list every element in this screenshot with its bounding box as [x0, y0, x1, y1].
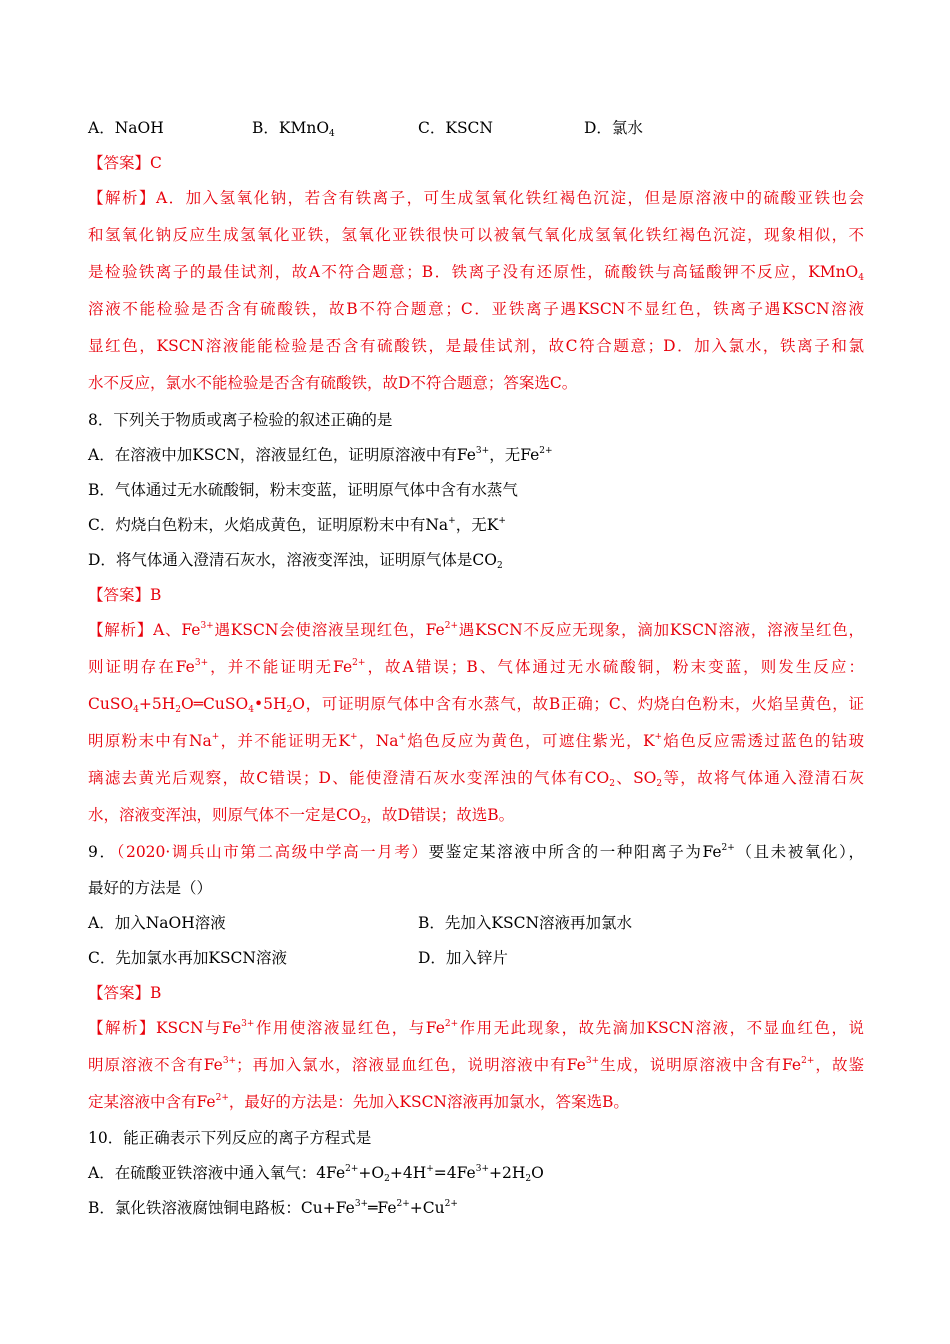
q9-option-b-text: B．先加入KSCN溶液再加氯水 [418, 914, 633, 932]
q9-analysis-line-3 [88, 1092, 629, 1112]
q8-analysis-text: O，可证明原气体中含有水蒸气，故B正确；C、灼烧白色粉末，火焰呈黄色，证 [292, 695, 864, 713]
q9-analysis-text: 作用无此现象，故先滴加KSCN溶液，不显血红色，说 [458, 1019, 864, 1037]
q7-analysis-line-1 [88, 188, 864, 208]
q8-analysis-text: 则证明存在Fe [88, 658, 195, 676]
q10-option-a-text: +4H [389, 1164, 427, 1182]
q9-analysis-sup: 3+ [222, 1056, 237, 1066]
answer-tag: 【答案】 [88, 984, 151, 1002]
q8-analysis-sup: 3+ [194, 658, 209, 668]
q8-analysis-text: 遇KSCN会使溶液呈现红色，Fe [213, 621, 445, 639]
q10-option-a-sup: + [426, 1164, 434, 1174]
q10-option-a [88, 1163, 544, 1183]
q8-stem [88, 410, 392, 430]
q8-analysis-sub: 2 [656, 779, 663, 789]
q9-analysis-sup: 2+ [444, 1019, 459, 1029]
q8-analysis-sup: + [350, 732, 358, 742]
q8-analysis-sub: 2 [286, 705, 293, 715]
q8-option-a-sup-2: 2+ [539, 446, 553, 456]
q7-option-a [88, 118, 164, 138]
q8-analysis-text: +5H [138, 695, 176, 713]
q8-analysis-line-6 [88, 805, 514, 825]
q8-analysis-text: •5H [253, 695, 287, 713]
q8-analysis-sup: + [211, 732, 220, 742]
answer-tag: 【答案】 [88, 586, 151, 604]
q8-option-c-text: C．灼烧白色粉末，火焰成黄色，证明原粉末中有Na [88, 516, 449, 534]
q10-option-a-text: =4Fe [433, 1164, 476, 1182]
q8-analysis-sup: + [654, 732, 663, 742]
q7-option-c [418, 118, 493, 138]
q10-option-a-sub: 2 [384, 1174, 390, 1184]
q7-analysis-line-5 [88, 336, 864, 356]
q9-option-a-text: A．加入NaOH溶液 [88, 914, 226, 932]
q10-option-b-text: ═Fe [368, 1199, 397, 1217]
q7-option-b [252, 118, 335, 138]
q8-option-a-text: A．在溶液中加KSCN，溶液显红色，证明原溶液中有Fe [88, 446, 476, 464]
q8-analysis-sup: 2+ [444, 621, 458, 631]
q9-option-c-text: C．先加氯水再加KSCN溶液 [88, 949, 287, 967]
q9-analysis-text: 作用使溶液显红色，与Fe [254, 1019, 445, 1037]
q7-analysis-text-1: A．加入氢氧化钠，若含有铁离子，可生成氢氧化铁红褐色沉淀，但是原溶液中的硫酸亚铁也会 [155, 189, 864, 207]
q7-analysis-text-6: 水不反应，氯水不能检验是否含有硫酸铁，故D不符合题意；答案选C。 [88, 374, 578, 392]
q8-analysis-text: ，并不能证明无Fe [208, 658, 353, 676]
q8-stem-text: 8．下列关于物质或离子检验的叙述正确的是 [88, 411, 393, 429]
q9-analysis-text: 明原溶液不含有Fe [88, 1056, 223, 1074]
q8-analysis-sub: 2 [175, 705, 182, 715]
q9-analysis-text: ，故鉴 [814, 1056, 864, 1074]
q8-option-a-text-2: ，无Fe [489, 446, 540, 464]
analysis-tag: 【解析】 [88, 1019, 156, 1037]
q10-option-a-text: +2H [489, 1164, 526, 1182]
analysis-tag: 【解析】 [88, 621, 154, 639]
q8-analysis-sup: 3+ [200, 621, 214, 631]
q8-analysis-sub: 2 [609, 779, 615, 789]
q9-stem-text-3: 最好的方法是（） [88, 879, 213, 897]
q9-analysis-text: 生成，说明原溶液中含有Fe [599, 1056, 802, 1074]
q9-analysis-line-1 [88, 1018, 864, 1038]
q8-analysis-line-4 [88, 731, 864, 751]
q10-option-a-text: A．在硫酸亚铁溶液中通入氧气：4Fe [88, 1164, 346, 1182]
q8-option-a-sup-1: 3+ [475, 446, 490, 456]
q7-option-b-text: B．KMnO [252, 119, 330, 137]
q9-analysis-sup: 2+ [801, 1056, 815, 1066]
q8-option-a [88, 445, 553, 465]
answer-value: B [150, 586, 162, 604]
q9-option-a [88, 913, 226, 933]
q8-option-c [88, 515, 506, 535]
q10-stem-text: 10．能正确表示下列反应的离子方程式是 [88, 1129, 372, 1147]
q8-analysis-line-5 [88, 768, 864, 788]
q7-analysis-line-2 [88, 225, 864, 245]
q7-option-b-sub: 4 [329, 129, 335, 139]
q9-option-d-text: D．加入锌片 [418, 949, 508, 967]
q8-analysis-text: ，Na [357, 732, 399, 750]
q8-option-d [88, 550, 503, 570]
q10-stem [88, 1128, 371, 1148]
q9-analysis-sup: 3+ [241, 1019, 255, 1029]
q9-analysis-line-2 [88, 1055, 864, 1075]
q9-answer [88, 983, 161, 1003]
q9-stem-sup: 2+ [721, 843, 735, 853]
q10-option-a-text: +O [358, 1164, 385, 1182]
q8-option-d-sub: 2 [497, 561, 503, 571]
q9-option-b [418, 913, 632, 933]
q7-option-d-text: D．氯水 [584, 119, 643, 137]
q8-option-c-text-2: ，无K [455, 516, 499, 534]
q8-analysis-sub: 2 [360, 816, 367, 826]
q8-option-c-sup-1: + [448, 516, 456, 526]
q10-option-a-sub: 2 [525, 1174, 532, 1184]
q8-option-d-text: D．将气体通入澄清石灰水，溶液变浑浊，证明原气体是CO [88, 551, 497, 569]
q8-analysis-text: 焰色反应需透过蓝色的钴玻 [662, 732, 864, 750]
q10-option-a-sup: 3+ [475, 1164, 489, 1174]
q8-analysis-text: ，故A错误；B、气体通过无水硫酸铜，粉末变蓝，则发生反应： [365, 658, 864, 676]
q8-analysis-line-2 [88, 657, 864, 677]
q10-option-b [88, 1198, 458, 1218]
q7-option-a-text: A．NaOH [88, 119, 164, 137]
q8-analysis-text: 焰色反应为黄色，可遮住紫光，K [406, 732, 655, 750]
q8-analysis-sup: + [398, 732, 407, 742]
q9-option-d [418, 948, 508, 968]
q7-option-d [584, 118, 643, 138]
answer-value: B [150, 984, 162, 1002]
q8-analysis-sub: 4 [248, 705, 254, 715]
q8-option-b-text: B．气体通过无水硫酸铜，粉末变蓝，证明原气体中含有水蒸气 [88, 481, 518, 499]
q8-analysis-text: 遇KSCN不反应无现象，滴加KSCN溶液，溶液呈红色， [458, 621, 864, 639]
q8-analysis-text: 等，故将气体通入澄清石灰 [662, 769, 865, 787]
q10-option-b-text: B．氯化铁溶液腐蚀铜电路板：Cu+Fe [88, 1199, 355, 1217]
q8-analysis-text: A、Fe [153, 621, 201, 639]
q7-analysis-text-3: 是检验铁离子的最佳试剂，故A不符合题意；B．铁离子没有还原性，硫酸铁与高锰酸钾不反应，KMnO [88, 263, 859, 281]
q9-analysis-text: ；再加入氯水，溶液显血红色，说明溶液中有Fe [236, 1056, 586, 1074]
q8-analysis-text: ，故D错误；故选B。 [366, 806, 515, 824]
q7-analysis-sub-3: 4 [858, 273, 864, 283]
q8-analysis-text: CuSO [88, 695, 134, 713]
q8-analysis-line-3 [88, 694, 864, 714]
q8-analysis-line-1 [88, 620, 864, 640]
q8-answer [88, 585, 161, 605]
q7-analysis-text-5: 显红色，KSCN溶液能能检验是否含有硫酸铁，是最佳试剂，故C符合题意；D．加入氯水，铁离子和氯 [88, 337, 864, 355]
q8-analysis-text: 、SO [614, 769, 657, 787]
q8-analysis-text: O═CuSO [181, 695, 249, 713]
q8-analysis-text: 明原粉末中有Na [88, 732, 212, 750]
q9-stem-line-2 [88, 878, 212, 898]
q8-analysis-text: 水，溶液变浑浊，则原气体不一定是CO [88, 806, 361, 824]
analysis-tag: 【解析】 [88, 189, 156, 207]
q9-analysis-sup: 2+ [215, 1093, 229, 1103]
q8-analysis-text: 璃滤去黄光后观察，故C错误；D、能使澄清石灰水变浑浊的气体有CO [88, 769, 610, 787]
q10-option-a-sup: 2+ [345, 1164, 359, 1174]
q7-answer [88, 153, 162, 173]
q9-analysis-text: 定某溶液中含有Fe [88, 1093, 216, 1111]
q7-analysis-line-6 [88, 373, 577, 393]
q10-option-b-sup: 2+ [396, 1199, 410, 1209]
q9-analysis-sup: 3+ [585, 1056, 600, 1066]
q10-option-b-sup: 3+ [354, 1199, 369, 1209]
q8-analysis-sup: 2+ [352, 658, 366, 668]
q9-stem-text-2: （且未被氧化）， [734, 843, 864, 861]
q9-stem-text: 要鉴定某溶液中所含的一种阳离子为Fe [428, 843, 722, 861]
q7-analysis-text-4: 溶液不能检验是否含有硫酸铁，故B不符合题意；C．亚铁离子遇KSCN不显红色，铁离子遇KSCN溶液 [88, 300, 864, 318]
q9-option-c [88, 948, 287, 968]
q9-stem-line-1 [88, 842, 864, 862]
q7-analysis-line-4 [88, 299, 864, 319]
q8-option-b [88, 480, 518, 500]
q8-analysis-sub: 4 [133, 705, 139, 715]
q9-analysis-text: ，最好的方法是：先加入KSCN溶液再加氯水，答案选B。 [228, 1093, 629, 1111]
q9-source: （2020·调兵山市第二高级中学高一月考） [116, 843, 429, 861]
q10-option-b-sup: 2+ [444, 1199, 458, 1209]
q9-number: 9． [88, 843, 117, 861]
answer-tag: 【答案】 [88, 154, 151, 172]
q7-analysis-line-3 [88, 262, 864, 282]
q9-analysis-text: KSCN与Fe [155, 1019, 242, 1037]
q10-option-a-text: O [531, 1164, 544, 1182]
q7-option-c-text: C．KSCN [418, 119, 493, 137]
q8-option-c-sup-2: + [498, 516, 506, 526]
answer-value: C [150, 154, 162, 172]
q10-option-b-text: +Cu [409, 1199, 445, 1217]
q7-analysis-text-2: 和氢氧化钠反应生成氢氧化亚铁，氢氧化亚铁很快可以被氧气氧化成氢氧化铁红褐色沉淀，现象相似，不 [88, 226, 864, 244]
q8-analysis-text: ，并不能证明无K [219, 732, 350, 750]
